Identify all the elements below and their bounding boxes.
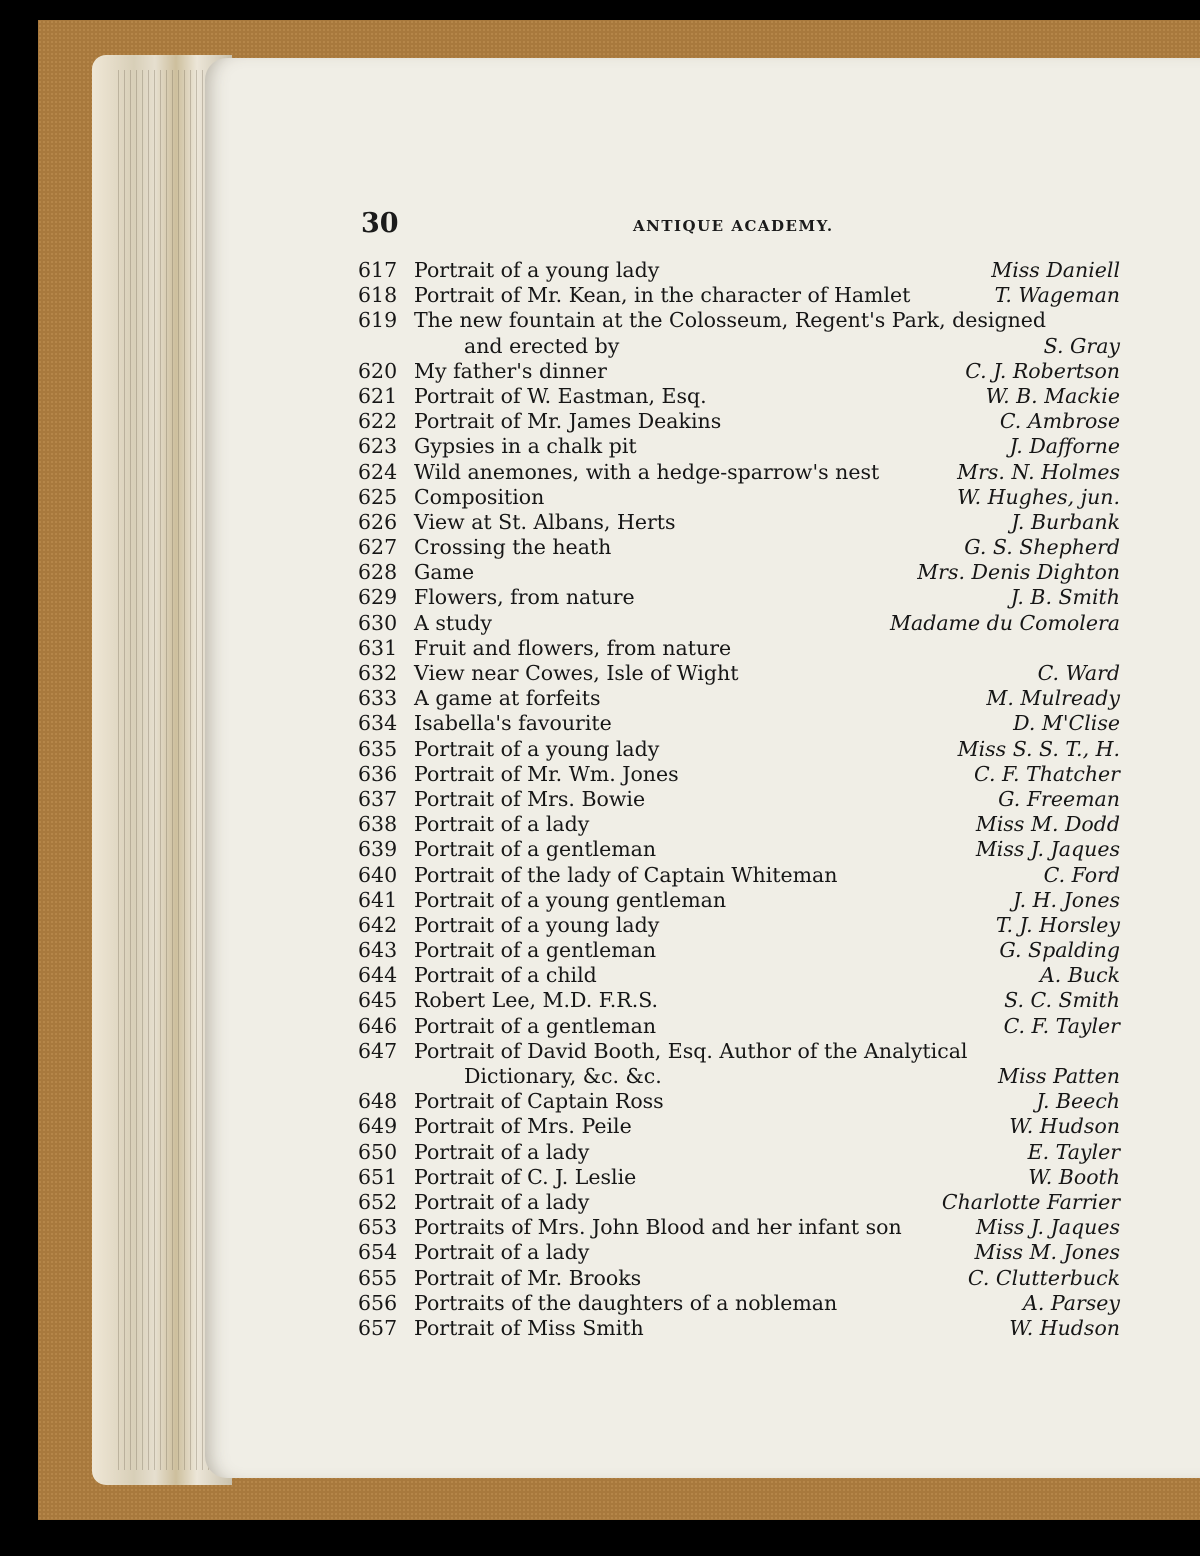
catalogue-entry — [358, 409, 1120, 434]
catalogue-entry — [358, 434, 1120, 459]
entry-number: 626 — [358, 509, 398, 534]
entry-artist: C. J. Robertson — [965, 358, 1120, 383]
entry-number: 633 — [358, 686, 398, 711]
entry-title: Portrait of Miss Smith — [414, 1315, 644, 1340]
entry-number: 640 — [358, 862, 398, 887]
catalogue-entry — [358, 711, 1120, 736]
entry-artist: Miss S. S. T., H. — [957, 736, 1120, 761]
catalogue-entry — [358, 812, 1120, 837]
entry-title: Portrait of a lady — [414, 1240, 590, 1265]
catalogue-entry — [358, 1291, 1120, 1316]
entry-artist: A. Buck — [1039, 963, 1120, 988]
entry-title: Portrait of the lady of Captain Whiteman — [414, 862, 838, 887]
entry-title: Portrait of a young gentleman — [414, 887, 727, 912]
catalogue-entry — [358, 611, 1120, 636]
entry-artist: C. F. Tayler — [1003, 1013, 1120, 1038]
catalogue-entry — [358, 1240, 1120, 1265]
catalogue-entry — [358, 1215, 1120, 1240]
catalogue-entry — [358, 988, 1120, 1013]
entry-artist: C. Ford — [1043, 862, 1120, 887]
entry-title: Isabella's favourite — [414, 711, 612, 736]
entry-artist: Miss J. Jaques — [975, 1215, 1120, 1240]
catalogue-entry — [358, 1064, 1120, 1089]
entry-artist: Miss Patten — [997, 1064, 1120, 1088]
entry-artist: C. Clutterbuck — [967, 1265, 1120, 1290]
catalogue-entry — [358, 737, 1120, 762]
entry-number: 643 — [358, 938, 398, 963]
catalogue-entry — [358, 334, 1120, 359]
entry-number: 637 — [358, 786, 398, 811]
entry-title: Portrait of a young lady — [414, 258, 660, 282]
entry-artist: S. C. Smith — [1004, 988, 1120, 1013]
catalogue-entry — [358, 863, 1120, 888]
entry-title: A game at forfeits — [414, 686, 601, 711]
catalogue-entry — [358, 913, 1120, 938]
entry-number: 634 — [358, 711, 398, 736]
entry-title: Portrait of a gentleman — [414, 938, 657, 963]
entry-artist: E. Tayler — [1027, 1139, 1120, 1164]
entry-artist: C. Ambrose — [999, 409, 1120, 434]
catalogue-entry — [358, 636, 1120, 661]
catalogue-entry — [358, 485, 1120, 510]
entry-number: 642 — [358, 912, 398, 937]
entry-number: 641 — [358, 887, 398, 912]
entry-number: 622 — [358, 409, 398, 434]
entry-title: Wild anemones, with a hedge-sparrow's nest — [414, 459, 880, 484]
catalogue-entry — [358, 1165, 1120, 1190]
running-title: ANTIQUE ACADEMY. — [633, 217, 834, 235]
entry-number: 636 — [358, 761, 398, 786]
entry-title: Gypsies in a chalk pit — [414, 434, 637, 459]
catalogue-entry — [358, 888, 1120, 913]
catalogue-entry — [358, 308, 1120, 333]
entry-artist: W. Hudson — [1009, 1114, 1120, 1139]
entry-artist: J. B. Smith — [1010, 585, 1120, 610]
entry-artist: Miss M. Jones — [974, 1240, 1120, 1265]
entry-artist: D. M'Clise — [1013, 711, 1120, 736]
entry-artist: W. Hughes, jun. — [957, 484, 1120, 509]
entry-title: Portrait of a gentleman — [414, 1013, 657, 1038]
entry-artist: M. Mulready — [986, 686, 1120, 711]
entry-number: 619 — [358, 308, 398, 333]
entry-number: 647 — [358, 1038, 398, 1063]
catalogue-entry — [358, 384, 1120, 409]
catalogue-entry — [358, 1114, 1120, 1139]
entry-number: 639 — [358, 837, 398, 862]
entry-number: 621 — [358, 383, 398, 408]
entry-artist: Mrs. N. Holmes — [957, 459, 1120, 484]
entry-artist: W. B. Mackie — [985, 383, 1120, 408]
entry-number: 652 — [358, 1189, 398, 1214]
catalogue-entry — [358, 460, 1120, 485]
entry-title: and erected by — [464, 333, 620, 358]
entry-artist: S. Gray — [1043, 333, 1120, 358]
entry-artist: J. Dafforne — [1009, 434, 1120, 459]
catalogue-entry — [358, 510, 1120, 535]
catalogue-entry — [358, 938, 1120, 963]
catalogue-entry — [358, 1140, 1120, 1165]
entry-title: Portraits of the daughters of a nobleman — [414, 1290, 838, 1315]
entry-artist: J. Beech — [1036, 1089, 1120, 1114]
catalogue-entry — [358, 1266, 1120, 1291]
entry-artist: C. F. Thatcher — [973, 761, 1120, 786]
entry-title: Robert Lee, M.D. F.R.S. — [414, 988, 659, 1013]
entry-artist: T. J. Horsley — [995, 912, 1120, 937]
entry-artist: C. Ward — [1037, 661, 1120, 685]
entry-artist: Miss J. Jaques — [975, 837, 1120, 862]
entry-number: 627 — [358, 535, 398, 560]
entry-number: 632 — [358, 661, 398, 685]
entry-title: Portrait of David Booth, Esq. Author of the Analytical — [414, 1038, 968, 1063]
catalogue-entry — [358, 283, 1120, 308]
catalogue-entries — [358, 258, 1120, 1341]
entry-artist: Mrs. Denis Dighton — [917, 560, 1120, 585]
entry-number: 657 — [358, 1315, 398, 1340]
entry-artist: Miss M. Dodd — [975, 812, 1120, 837]
catalogue-entry — [358, 1190, 1120, 1215]
entry-title: Portrait of Mr. Kean, in the character of Hamlet — [414, 283, 911, 308]
entry-number: 653 — [358, 1215, 398, 1240]
catalogue-entry — [358, 837, 1120, 862]
entry-artist: Miss Daniell — [991, 258, 1120, 282]
catalogue-entry — [358, 359, 1120, 384]
entry-title: View at St. Albans, Herts — [414, 509, 676, 534]
entry-artist: W. Booth — [1028, 1164, 1120, 1189]
entry-title: Composition — [414, 484, 545, 509]
entry-number: 638 — [358, 812, 398, 837]
catalogue-entry — [358, 258, 1120, 283]
entry-artist: W. Hudson — [1009, 1315, 1120, 1340]
entry-title: The new fountain at the Colosseum, Regent's Park, designed — [414, 308, 1047, 333]
catalogue-entry — [358, 963, 1120, 988]
entry-number: 625 — [358, 484, 398, 509]
entry-number: 646 — [358, 1013, 398, 1038]
entry-number: 656 — [358, 1290, 398, 1315]
entry-title: Portrait of a young lady — [414, 736, 660, 761]
entry-number: 655 — [358, 1265, 398, 1290]
entry-number: 628 — [358, 560, 398, 585]
entry-title: Portrait of a child — [414, 963, 597, 988]
catalogue-entry — [358, 560, 1120, 585]
entry-title: My father's dinner — [414, 358, 607, 383]
entry-title: Crossing the heath — [414, 535, 612, 560]
entry-title: Portrait of a gentleman — [414, 837, 657, 862]
entry-number: 618 — [358, 283, 398, 308]
page-edge-lines — [118, 70, 218, 1470]
entry-title: Fruit and flowers, from nature — [414, 635, 732, 660]
entry-number: 629 — [358, 585, 398, 610]
entry-title: Portrait of a lady — [414, 1139, 590, 1164]
entry-title: Portrait of W. Eastman, Esq. — [414, 383, 707, 408]
entry-number: 624 — [358, 459, 398, 484]
entry-title: Portrait of a lady — [414, 812, 590, 837]
entry-artist: J. Burbank — [1011, 509, 1120, 534]
entry-artist: G. S. Shepherd — [964, 535, 1120, 560]
entry-title: Dictionary, &c. &c. — [464, 1064, 662, 1088]
entry-number: 623 — [358, 434, 398, 459]
entry-artist: T. Wageman — [994, 283, 1120, 308]
entry-title: Portrait of Mrs. Peile — [414, 1114, 632, 1139]
entry-artist: Madame du Comolera — [889, 610, 1120, 635]
entry-title: Portrait of Captain Ross — [414, 1089, 664, 1114]
entry-number: 654 — [358, 1240, 398, 1265]
catalogue-entry — [358, 585, 1120, 610]
catalogue-entry — [358, 535, 1120, 560]
entry-title: View near Cowes, Isle of Wight — [414, 661, 739, 685]
entry-number: 649 — [358, 1114, 398, 1139]
catalogue-entry — [358, 1316, 1120, 1341]
entry-title: Portrait of Mr. Brooks — [414, 1265, 642, 1290]
catalogue-entry — [358, 1014, 1120, 1039]
entry-title: Portrait of Mr. Wm. Jones — [414, 761, 679, 786]
entry-number: 631 — [358, 635, 398, 660]
entry-title: A study — [414, 610, 492, 635]
entry-number: 645 — [358, 988, 398, 1013]
catalogue-entry — [358, 1039, 1120, 1064]
entry-number: 620 — [358, 358, 398, 383]
entry-title: Portrait of Mr. James Deakins — [414, 409, 722, 434]
entry-number: 648 — [358, 1089, 398, 1114]
catalogue-entry — [358, 787, 1120, 812]
entry-number: 635 — [358, 736, 398, 761]
catalogue-entry — [358, 1089, 1120, 1114]
entry-number: 651 — [358, 1164, 398, 1189]
entry-number: 630 — [358, 610, 398, 635]
entry-artist: G. Spalding — [999, 938, 1120, 963]
entry-title: Portrait of C. J. Leslie — [414, 1164, 637, 1189]
entry-number: 650 — [358, 1139, 398, 1164]
entry-title: Game — [414, 560, 475, 585]
catalogue-entry — [358, 661, 1120, 686]
entry-number: 617 — [358, 258, 398, 282]
entry-title: Flowers, from nature — [414, 585, 635, 610]
entry-title: Portraits of Mrs. John Blood and her infant son — [414, 1215, 902, 1240]
page-number: 30 — [361, 208, 399, 239]
entry-title: Portrait of Mrs. Bowie — [414, 786, 646, 811]
entry-artist: G. Freeman — [998, 786, 1120, 811]
entry-title: Portrait of a lady — [414, 1189, 590, 1214]
page-header — [361, 208, 1121, 242]
entry-number: 644 — [358, 963, 398, 988]
catalogue-entry — [358, 762, 1120, 787]
entry-title: Portrait of a young lady — [414, 912, 660, 937]
catalogue-entry — [358, 686, 1120, 711]
entry-artist: A. Parsey — [1023, 1290, 1120, 1315]
entry-artist: Charlotte Farrier — [941, 1189, 1120, 1214]
entry-artist: J. H. Jones — [1013, 887, 1120, 912]
